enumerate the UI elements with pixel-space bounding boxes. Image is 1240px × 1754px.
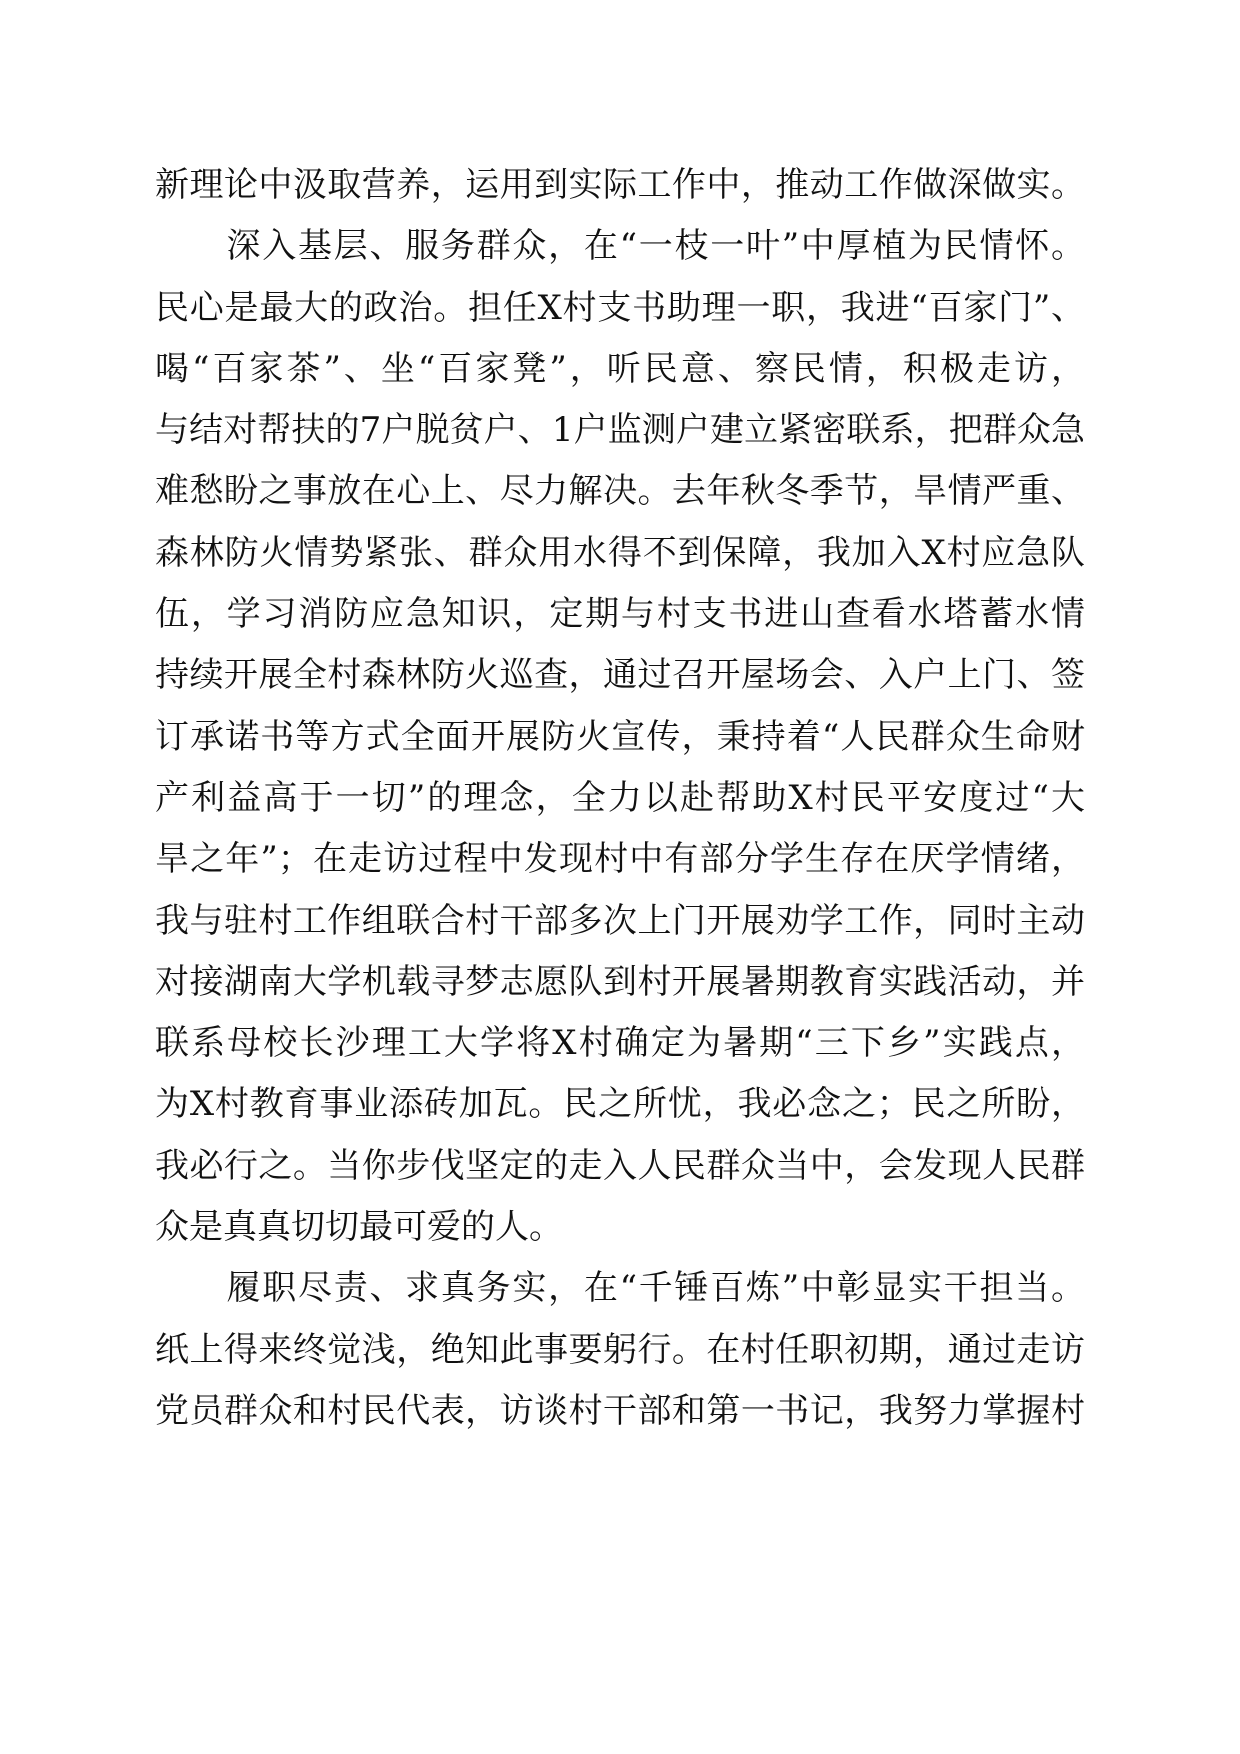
text-line: 我与驻村工作组联合村干部多次上门开展劝学工作，同时主动 [155, 900, 1085, 941]
text-line: 难愁盼之事放在心上、尽力解决。去年秋冬季节，旱情严重、 [155, 471, 1085, 512]
text-line: 民心是最大的政治。担任X村支书助理一职，我进“百家门”、 [155, 287, 1085, 328]
text-line: 新理论中汲取营养，运用到实际工作中，推动工作做深做实。 [155, 165, 1085, 205]
text-line: 与结对帮扶的7户脱贫户、1户监测户建立紧密联系，把群众急 [155, 410, 1085, 451]
text-line: 伍，学习消防应急知识，定期与村支书进山查看水塔蓄水情 [155, 594, 1085, 635]
text-line: 持续开展全村森林防火巡查，通过召开屋场会、入户上门、签 [155, 655, 1085, 696]
text-line: 纸上得来终觉浅，绝知此事要躬行。在村任职初期，通过走访 [155, 1329, 1085, 1370]
text-line: 为X村教育事业添砖加瓦。民之所忧，我必念之；民之所盼， [155, 1084, 1085, 1125]
text-line: 产利益高于一切”的理念，全力以赴帮助X村民平安度过“大 [155, 777, 1085, 818]
text-line: 联系母校长沙理工大学将X村确定为暑期“三下乡”实践点， [155, 1023, 1085, 1064]
text-line: 我必行之。当你步伐坚定的走入人民群众当中，会发现人民群 [155, 1145, 1085, 1186]
text-line: 喝“百家茶”、坐“百家凳”，听民意、察民情，积极走访， [155, 348, 1085, 389]
paragraph-first-line: 深入基层、服务群众，在“一枝一叶”中厚植为民情怀。 [155, 226, 1085, 267]
paragraph-first-line: 履职尽责、求真务实，在“千锤百炼”中彰显实干担当。 [155, 1268, 1085, 1309]
text-line: 订承诺书等方式全面开展防火宣传，秉持着“人民群众生命财 [155, 716, 1085, 757]
paragraph-last-line: 众是真真切切最可爱的人。 [155, 1207, 563, 1248]
text-line: 森林防火情势紧张、群众用水得不到保障，我加入X村应急队 [155, 532, 1085, 573]
text-line: 对接湖南大学机载寻梦志愿队到村开展暑期教育实践活动，并 [155, 961, 1085, 1002]
body-text [155, 155, 1085, 1442]
text-line: 旱之年”；在走访过程中发现村中有部分学生存在厌学情绪， [155, 839, 1085, 880]
text-line: 党员群众和村民代表，访谈村干部和第一书记，我努力掌握村 [155, 1390, 1085, 1431]
